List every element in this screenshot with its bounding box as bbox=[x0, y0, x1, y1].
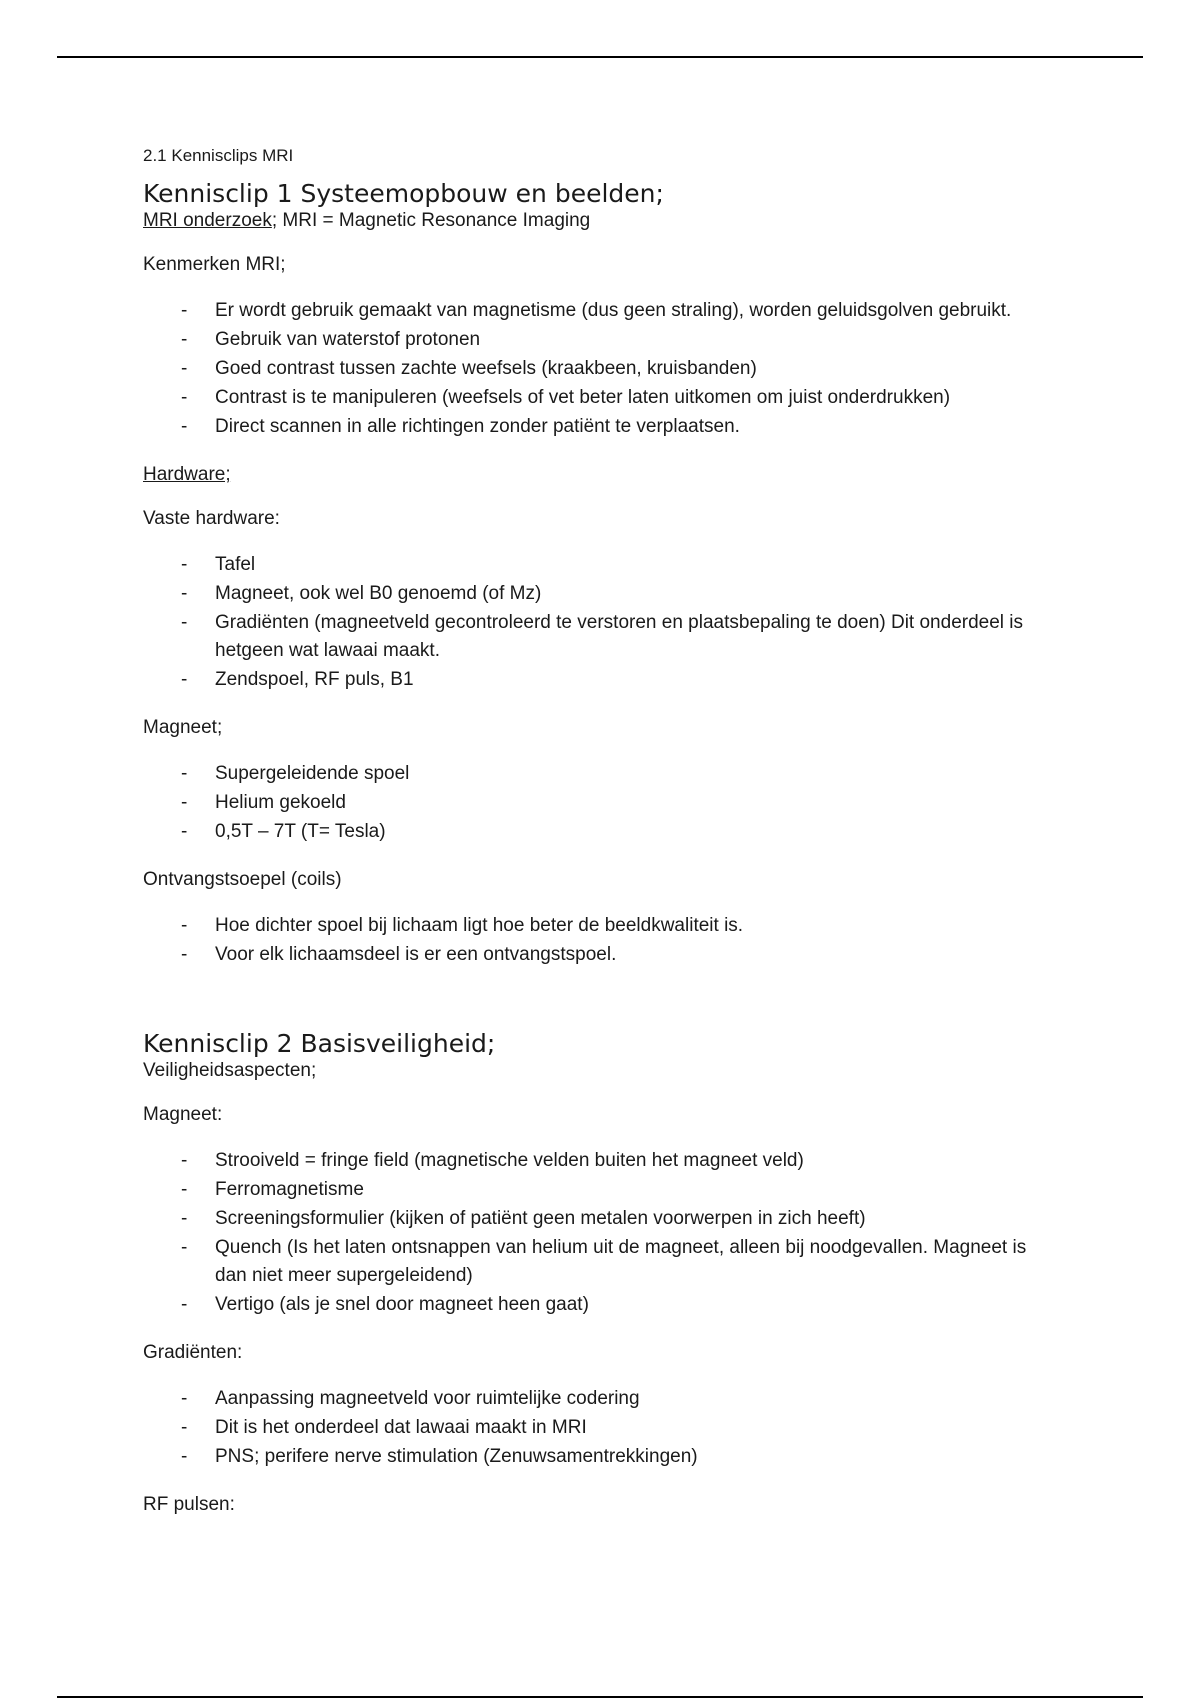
ontvangst-list bbox=[143, 912, 1043, 969]
list-item: - Strooiveld = fringe field (magnetische velden buiten het magneet veld) bbox=[143, 1147, 1035, 1175]
list-item: - Er wordt gebruik gemaakt van magnetisme (dus geen straling), worden geluidsgolven gebruikt. bbox=[143, 297, 1035, 325]
list-item: - Goed contrast tussen zachte weefsels (kraakbeen, kruisbanden) bbox=[143, 355, 1035, 383]
gradienten-label: Gradiënten: bbox=[143, 1342, 243, 1363]
list-item: - Gradiënten (magneetveld gecontroleerd te verstoren en plaatsbepaling te doen) Dit onderdeel is hetgeen wat lawaai maakt. bbox=[143, 609, 1035, 665]
bottom-rule bbox=[57, 1696, 1143, 1698]
kenmerken-list bbox=[143, 297, 1043, 441]
section-label: 2.1 Kennisclips MRI bbox=[143, 146, 294, 165]
hardware-label-text: Hardware; bbox=[143, 464, 231, 485]
magneet-label: Magneet; bbox=[143, 717, 223, 738]
list-item: - 0,5T – 7T (T= Tesla) bbox=[143, 818, 1035, 846]
vaste-hardware-label: Vaste hardware: bbox=[143, 508, 280, 529]
list-item: - Tafel bbox=[143, 551, 1035, 579]
list-item: - Supergeleidende spoel bbox=[143, 760, 1035, 788]
vaste-hardware-list bbox=[143, 551, 1043, 694]
list-item: - Hoe dichter spoel bij lichaam ligt hoe beter de beeldkwaliteit is. bbox=[143, 912, 1035, 940]
top-rule bbox=[57, 56, 1143, 58]
list-item: - Quench (Is het laten ontsnappen van helium uit de magneet, alleen bij noodgevallen. Magneet is dan niet meer supergeleidend) bbox=[143, 1234, 1035, 1290]
document-page bbox=[143, 145, 1043, 1537]
list-item: - Zendspoel, RF puls, B1 bbox=[143, 666, 1035, 694]
gradienten-list bbox=[143, 1385, 1043, 1471]
list-item: - Helium gekoeld bbox=[143, 789, 1035, 817]
list-item: - Vertigo (als je snel door magneet heen gaat) bbox=[143, 1291, 1035, 1319]
list-item: - Magneet, ook wel B0 genoemd (of Mz) bbox=[143, 580, 1035, 608]
hardware-label bbox=[143, 463, 1043, 487]
clip1-intro bbox=[143, 209, 1043, 233]
rf-pulsen-label: RF pulsen: bbox=[143, 1494, 235, 1515]
list-item: - PNS; perifere nerve stimulation (Zenuwsamentrekkingen) bbox=[143, 1443, 1035, 1471]
clip2-heading: Kennisclip 2 Basisveiligheid; bbox=[143, 1029, 496, 1058]
list-item: - Contrast is te manipuleren (weefsels of vet beter laten uitkomen om juist onderdrukken) bbox=[143, 384, 1035, 412]
clip1-heading: Kennisclip 1 Systeemopbouw en beelden; bbox=[143, 179, 664, 208]
list-item: - Aanpassing magneetveld voor ruimtelijke codering bbox=[143, 1385, 1035, 1413]
veiligheid-label: Veiligheidsaspecten; bbox=[143, 1060, 317, 1081]
list-item: - Gebruik van waterstof protonen bbox=[143, 326, 1035, 354]
clip2-magneet-label: Magneet: bbox=[143, 1104, 223, 1125]
clip2-magneet-list bbox=[143, 1147, 1043, 1319]
list-item: - Voor elk lichaamsdeel is er een ontvangstspoel. bbox=[143, 941, 1035, 969]
magneet-list bbox=[143, 760, 1043, 846]
list-item: - Dit is het onderdeel dat lawaai maakt in MRI bbox=[143, 1414, 1035, 1442]
intro-rest: ; MRI = Magnetic Resonance Imaging bbox=[271, 210, 591, 231]
list-item: - Direct scannen in alle richtingen zonder patiënt te verplaatsen. bbox=[143, 413, 1035, 441]
list-item: - Ferromagnetisme bbox=[143, 1176, 1035, 1204]
ontvangst-label: Ontvangstsoepel (coils) bbox=[143, 869, 342, 890]
list-item: - Screeningsformulier (kijken of patiënt geen metalen voorwerpen in zich heeft) bbox=[143, 1205, 1035, 1233]
kenmerken-label: Kenmerken MRI; bbox=[143, 254, 286, 275]
intro-underlined-label: MRI onderzoek bbox=[143, 210, 272, 231]
